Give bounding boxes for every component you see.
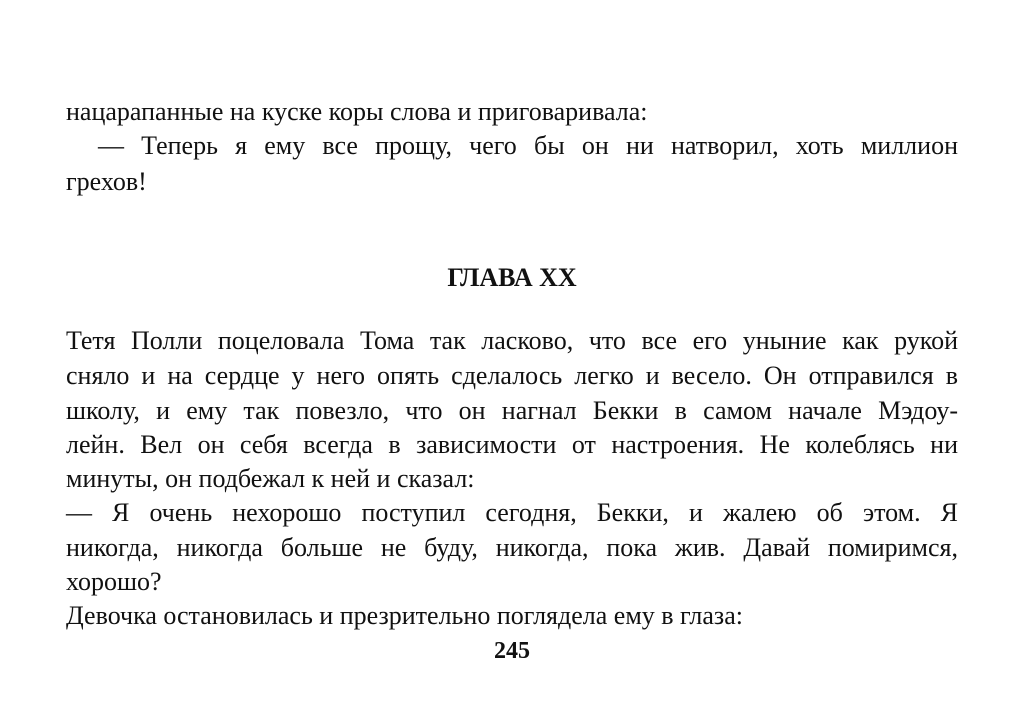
text-line: никогда, никогда больше не буду, никогда, пока жив. Давай помиримся, — [66, 533, 958, 562]
book-page — [66, 0, 958, 723]
chapter-title: ГЛАВА XX — [447, 263, 577, 292]
text-line: Девочка остановилась и презрительно поглядела ему в глаза: — [66, 601, 743, 630]
text-line: минуты, он подбежал к ней и сказал: — [66, 464, 475, 493]
text-line: школу, и ему так повезло, что он нагнал Бекки в самом начале Мэдоу- — [66, 396, 958, 425]
text-line: лейн. Вел он себя всегда в зависимости от настроения. Не колеблясь ни — [66, 430, 958, 459]
text-line: грехов! — [66, 167, 147, 196]
text-line: сняло и на сердце у него опять сделалось легко и весело. Он отправился в — [66, 361, 958, 390]
text-line: хорошо? — [66, 567, 162, 596]
page-number: 245 — [494, 638, 530, 664]
text-line: нацарапанные на куске коры слова и приговаривала: — [66, 97, 648, 126]
text-line: — Я очень нехорошо поступил сегодня, Бекки, и жалею об этом. Я — [66, 498, 958, 527]
text-line: Тетя Полли поцеловала Тома так ласково, что все его уныние как рукой — [66, 326, 958, 355]
text-line: — Теперь я ему все прощу, чего бы он ни натворил, хоть миллион — [98, 131, 958, 160]
